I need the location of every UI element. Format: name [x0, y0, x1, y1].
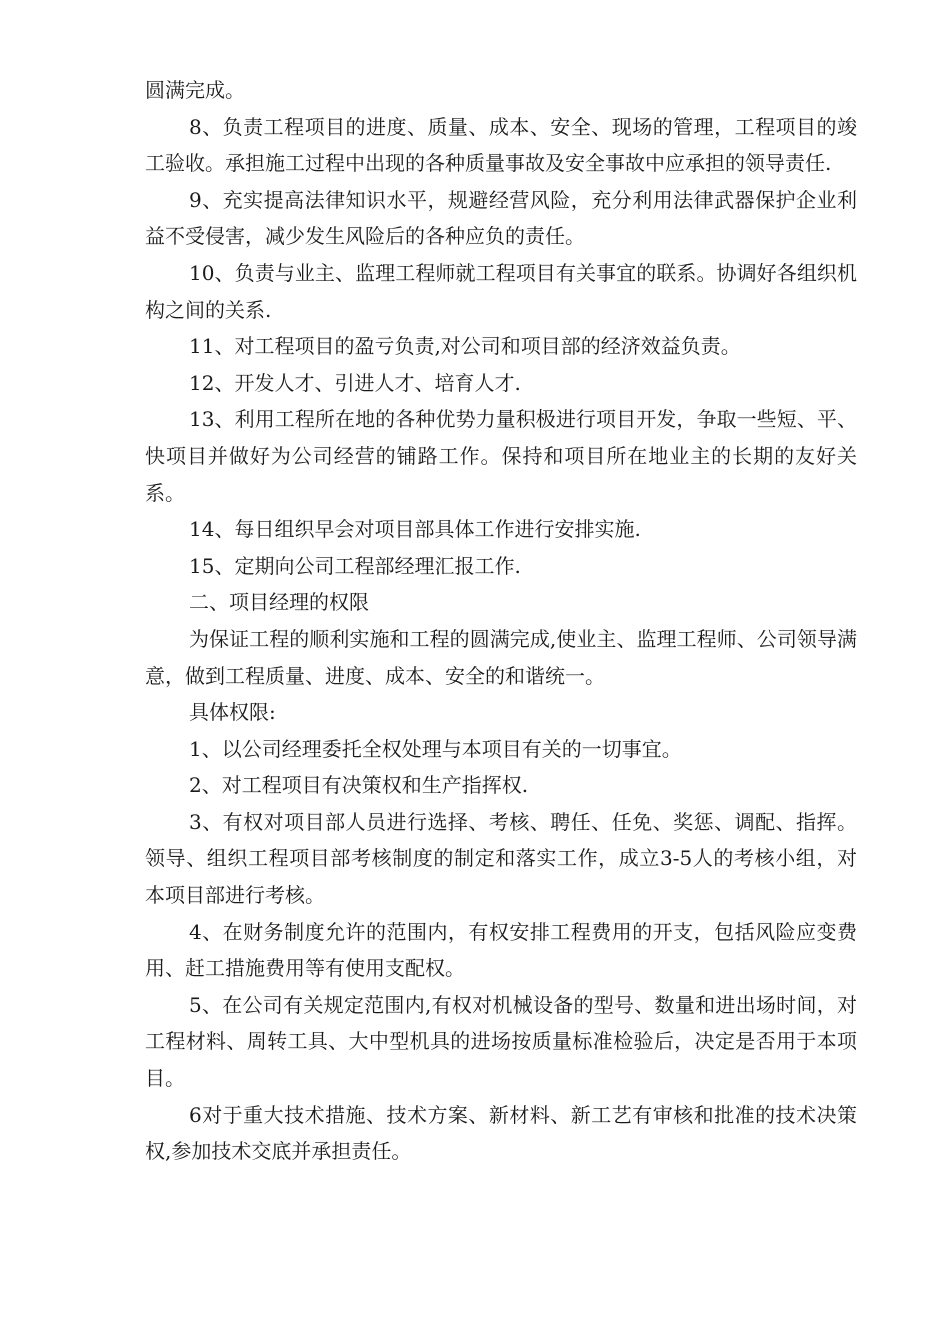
paragraph-17: 6对于重大技术措施、技术方案、新材料、新工艺有审核和批准的技术决策权,参加技术交底并承担责任。 [145, 1102, 857, 1164]
paragraph-0: 圆满完成。 [145, 78, 245, 102]
paragraph-1: 8、负责工程项目的进度、质量、成本、安全、现场的管理，工程项目的竣工验收。承担施工过程中出现的各种质量事故及安全事故中应承担的领导责任. [145, 114, 857, 176]
paragraph-4: 11、对工程项目的盈亏负责,对公司和项目部的经济效益负责。 [189, 334, 741, 359]
paragraph-3: 10、负责与业主、监理工程师就工程项目有关事宜的联系。协调好各组织机构之间的关系. [145, 260, 857, 322]
document-body [145, 72, 857, 1170]
paragraph-13: 2、对工程项目有决策权和生产指挥权. [189, 773, 529, 798]
paragraph-15: 4、在财务制度允许的范围内，有权安排工程费用的开支，包括风险应变费用、赶工措施费用等有使用支配权。 [145, 919, 857, 981]
paragraph-12: 1、以公司经理委托全权处理与本项目有关的一切事宜。 [189, 736, 682, 761]
paragraph-2: 9、充实提高法律知识水平，规避经营风险，充分利用法律武器保护企业利益不受侵害，减少发生风险后的各种应负的责任。 [145, 187, 857, 249]
paragraph-10: 为保证工程的顺利实施和工程的圆满完成,使业主、监理工程师、公司领导满意，做到工程质量、进度、成本、安全的和谐统一。 [145, 626, 857, 688]
section-heading-authority: 二、项目经理的权限 [189, 590, 369, 615]
paragraph-5: 12、开发人才、引进人才、培育人才. [189, 370, 521, 395]
paragraph-14: 3、有权对项目部人员进行选择、考核、聘任、任免、奖惩、调配、指挥。领导、组织工程项目部考核制度的制定和落实工作，成立3-5人的考核小组，对本项目部进行考核。 [145, 809, 857, 908]
paragraph-7: 14、每日组织早会对项目部具体工作进行安排实施. [189, 517, 641, 542]
paragraph-11: 具体权限: [189, 700, 276, 725]
paragraph-16: 5、在公司有关规定范围内,有权对机械设备的型号、数量和进出场时间，对工程材料、周转工具、大中型机具的进场按质量标准检验后，决定是否用于本项目。 [145, 992, 857, 1091]
paragraph-8: 15、定期向公司工程部经理汇报工作. [189, 553, 521, 578]
paragraph-6: 13、利用工程所在地的各种优势力量积极进行项目开发，争取一些短、平、快项目并做好为公司经营的铺路工作。保持和项目所在地业主的长期的友好关系。 [145, 407, 857, 505]
